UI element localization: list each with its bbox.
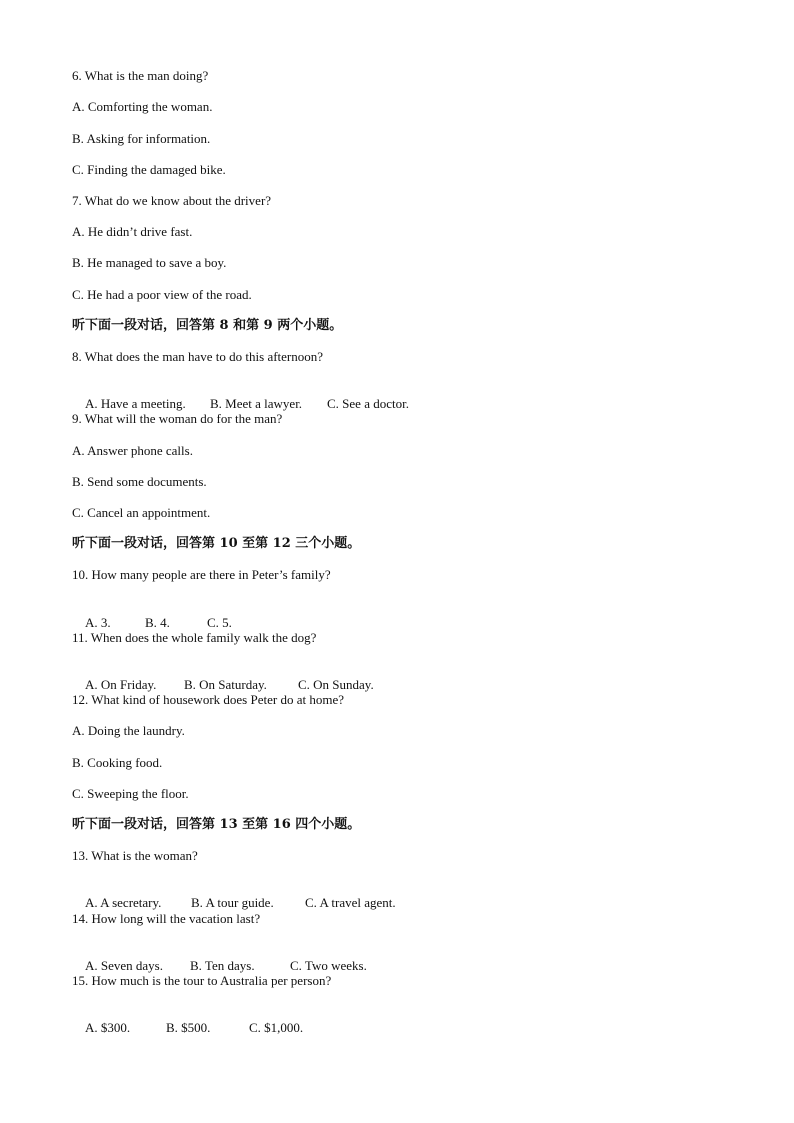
q9-option-c: C. Cancel an appointment. [72,505,211,520]
question-14: 14. How long will the vacation last? [72,911,261,926]
q9-option-a: A. Answer phone calls. [72,443,193,458]
question-12: 12. What kind of housework does Peter do at home? [72,692,344,707]
q7-option-b: B. He managed to save a boy. [72,255,227,270]
q15-option-a: A. $300. [85,1020,131,1035]
q12-option-c: C. Sweeping the floor. [72,786,189,801]
q13-option-a: A. A secretary. [85,895,162,910]
question-9: 9. What will the woman do for the man? [72,411,283,426]
q15-option-b: B. $500. [166,1020,211,1035]
section-heading-8-9: 听下面一段对话，回答第 8 和第 9 两个小题。 [72,318,343,333]
question-8: 8. What does the man have to do this afternoon? [72,349,324,364]
q15-option-c: C. $1,000. [249,1020,304,1035]
q8-option-a: A. Have a meeting. [85,396,186,411]
question-15: 15. How much is the tour to Australia per person? [72,973,332,988]
q14-option-a: A. Seven days. [85,958,163,973]
q11-option-a: A. On Friday. [85,677,157,692]
q9-option-b: B. Send some documents. [72,474,207,489]
q6-option-b: B. Asking for information. [72,131,211,146]
question-10: 10. How many people are there in Peter’s family? [72,567,331,582]
q10-option-c: C. 5. [207,615,232,630]
section-heading-13-16: 听下面一段对话，回答第 13 至第 16 四个小题。 [72,817,361,832]
q12-option-b: B. Cooking food. [72,755,163,770]
q6-option-a: A. Comforting the woman. [72,99,213,114]
question-6: 6. What is the man doing? [72,68,209,83]
q7-option-a: A. He didn’t drive fast. [72,224,193,239]
q14-option-b: B. Ten days. [190,958,255,973]
q10-option-a: A. 3. [85,615,111,630]
question-11: 11. When does the whole family walk the dog? [72,630,317,645]
q10-option-b: B. 4. [145,615,170,630]
question-7: 7. What do we know about the driver? [72,193,272,208]
q11-option-b: B. On Saturday. [184,677,267,692]
q13-option-c: C. A travel agent. [305,895,396,910]
question-13: 13. What is the woman? [72,848,198,863]
q8-option-c: C. See a doctor. [327,396,409,411]
q8-option-b: B. Meet a lawyer. [210,396,303,411]
section-heading-10-12: 听下面一段对话，回答第 10 至第 12 三个小题。 [72,536,361,551]
q7-option-c: C. He had a poor view of the road. [72,287,252,302]
q6-option-c: C. Finding the damaged bike. [72,162,226,177]
q14-option-c: C. Two weeks. [290,958,367,973]
q11-option-c: C. On Sunday. [298,677,374,692]
q15-options [72,1004,303,1052]
q13-option-b: B. A tour guide. [191,895,274,910]
q12-option-a: A. Doing the laundry. [72,723,185,738]
